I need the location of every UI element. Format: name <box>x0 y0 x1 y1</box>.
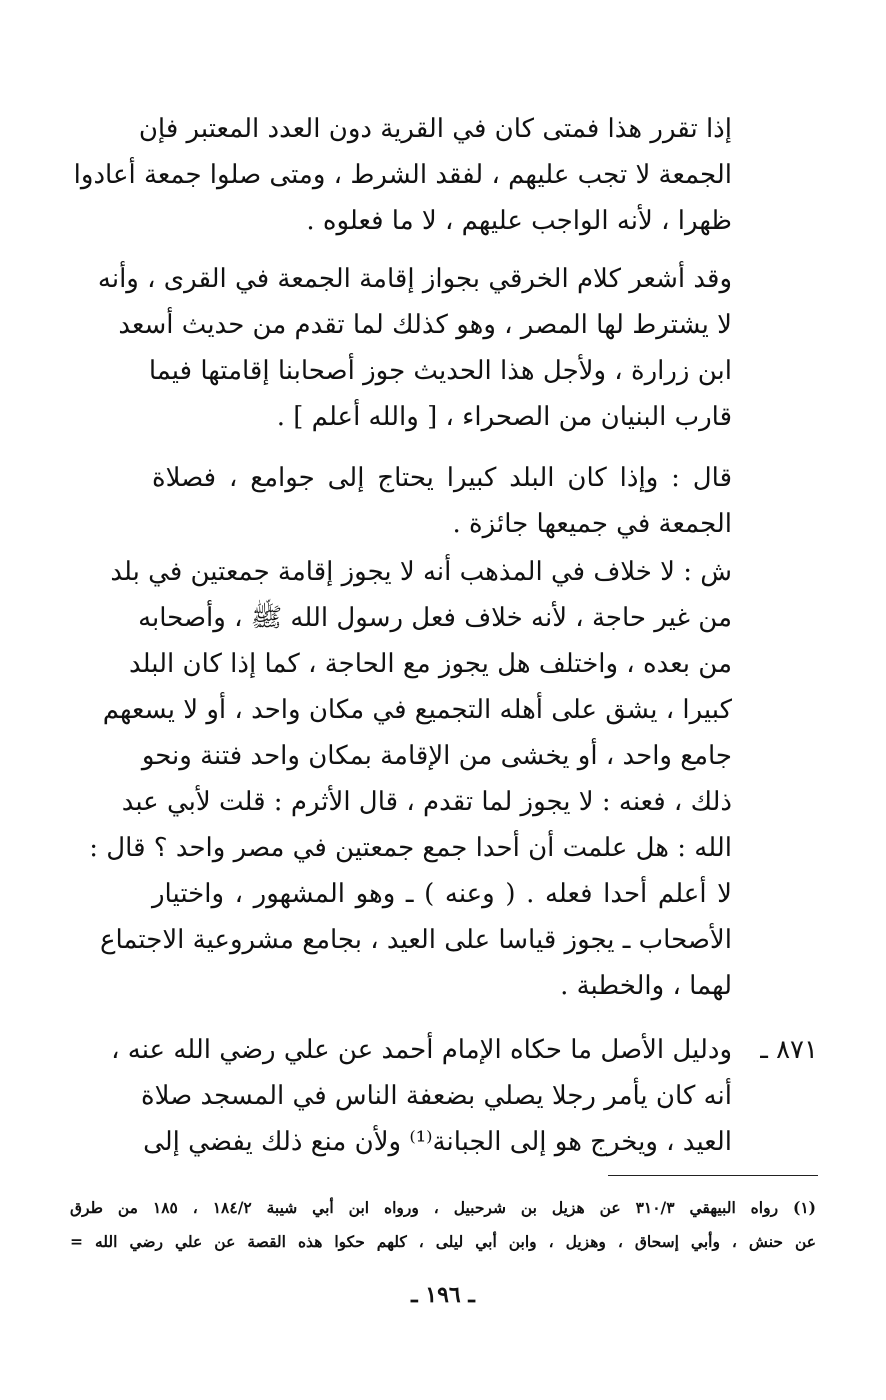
item-number: ٨٧١ ـ <box>760 1035 818 1065</box>
text-line: لهما ، والخطبة . <box>560 971 732 1001</box>
text-line: أنه كان يأمر رجلا يصلي بضعفة الناس في المسجد صلاة <box>141 1081 732 1111</box>
text-line: قارب البنيان من الصحراء ، [ والله أعلم ] . <box>276 402 732 432</box>
text-line: إذا تقرر هذا فمتى كان في القرية دون العدد المعتبر فإن <box>138 114 732 144</box>
page-number: ـ ١٩٦ ـ <box>411 1282 475 1308</box>
text-line: لا يشترط لها المصر ، وهو كذلك لما تقدم من حديث أسعد <box>118 310 732 340</box>
text-line: العيد ، ويخرج هو إلى الجبانة⁽¹⁾ ولأن منع ذلك يفضي إلى <box>143 1127 732 1157</box>
text-line: قال : وإذا كان البلد كبيرا يحتاج إلى جوامع ، فصلاة <box>152 463 732 493</box>
text-line: ذلك ، فعنه : لا يجوز لما تقدم ، قال الأثرم : قلت لأبي عبد <box>121 787 732 817</box>
text-line: كبيرا ، يشق على أهله التجميع في مكان واحد ، أو لا يسعهم <box>102 695 732 725</box>
text-line: ش : لا خلاف في المذهب أنه لا يجوز إقامة جمعتين في بلد <box>110 557 732 587</box>
footnote-line: عن حنش ، وأبي إسحاق ، وهزيل ، وابن أبي ليلى ، كلهم حكوا هذه القصة عن علي رضي الله = <box>70 1232 816 1251</box>
text-line: الجمعة لا تجب عليهم ، لفقد الشرط ، ومتى صلوا جمعة أعادوا <box>73 160 732 190</box>
footnote-divider <box>608 1175 818 1176</box>
text-line: الأصحاب ـ يجوز قياسا على العيد ، بجامع مشروعية الاجتماع <box>99 925 732 955</box>
text-line: من بعده ، واختلف هل يجوز مع الحاجة ، كما إذا كان البلد <box>129 649 732 679</box>
text-line: الله : هل علمت أن أحدا جمع جمعتين في مصر واحد ؟ قال : <box>89 833 732 863</box>
footnote-line: (١) رواه البيهقي ٣١٠/٣ عن هزيل بن شرحبيل ، ورواه ابن أبي شيبة ١٨٤/٢ ، ١٨٥ من طرق <box>70 1198 817 1217</box>
text-line: ودليل الأصل ما حكاه الإمام أحمد عن علي رضي الله عنه ، <box>111 1035 732 1065</box>
text-line: وقد أشعر كلام الخرقي بجواز إقامة الجمعة في القرى ، وأنه <box>97 264 732 294</box>
text-line: جامع واحد ، أو يخشى من الإقامة بمكان واحد فتنة ونحو <box>141 741 732 771</box>
text-line: ظهرا ، لأنه الواجب عليهم ، لا ما فعلوه . <box>306 206 732 236</box>
text-line: لا أعلم أحدا فعله . ( وعنه ) ـ وهو المشهور ، واختيار <box>152 879 732 909</box>
text-line: ابن زرارة ، ولأجل هذا الحديث جوز أصحابنا إقامتها فيما <box>148 356 732 386</box>
text-line: من غير حاجة ، لأنه خلاف فعل رسول الله ﷺ ، وأصحابه <box>138 603 732 633</box>
text-line: الجمعة في جميعها جائزة . <box>452 509 732 539</box>
